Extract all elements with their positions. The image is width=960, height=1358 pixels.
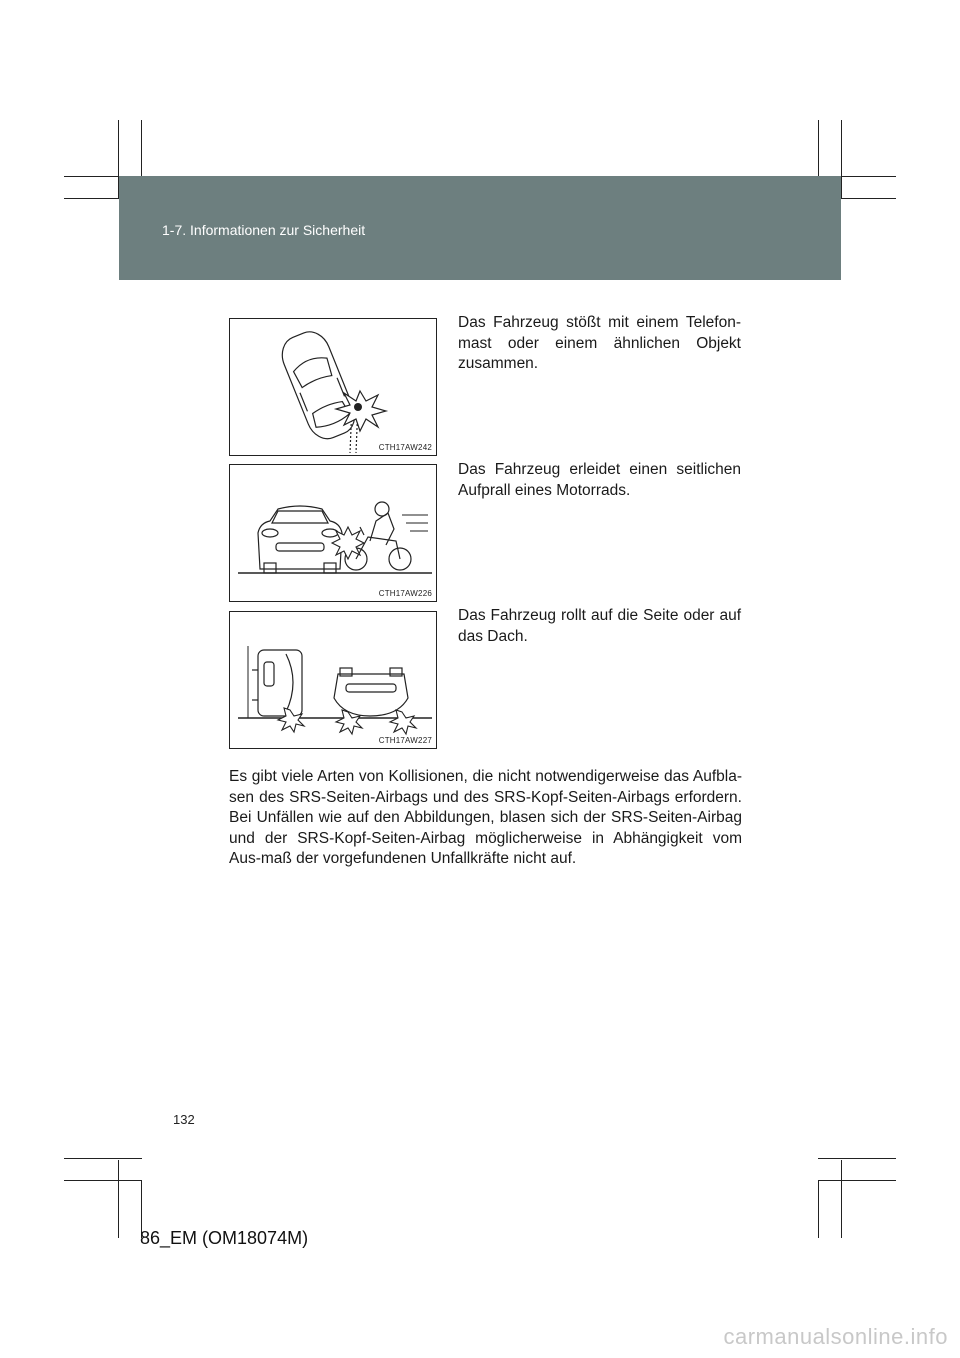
watermark: carmanualsonline.info xyxy=(723,1324,948,1349)
car-windshield xyxy=(292,354,334,389)
impact-burst-icon xyxy=(278,708,416,734)
figure-code: CTH17AW227 xyxy=(378,736,432,745)
motion-lines xyxy=(402,515,428,531)
crop-mark xyxy=(841,120,842,198)
crop-mark xyxy=(64,1158,142,1159)
impact-burst-icon xyxy=(336,391,386,431)
figure-caption: Das Fahrzeug stößt mit einem Telefon-mast oder einem ähnlichen Objekt zusammen. xyxy=(458,314,741,372)
car-on-side xyxy=(252,650,302,716)
pole-icon xyxy=(354,403,362,411)
car-on-roof xyxy=(334,668,408,716)
crop-mark xyxy=(818,1180,819,1238)
motorcycle-impact-illustration xyxy=(230,465,436,601)
figure-code: CTH17AW242 xyxy=(378,443,432,452)
body-paragraph: Es gibt viele Arten von Kollisionen, die nicht notwendigerweise das Aufbla-sen des SRS-Seiten-Airbags und des SRS-Kopf-Seiten-Airbags erfordern. Bei Unfällen wie auf den Abbildungen, blasen sich der SRS-Seiten-Airbag und der SRS-Kopf-Seiten-Airbag möglicherweise in Abhängigkeit vom Aus-maß der vorgefundenen Unfallkräfte nicht auf. xyxy=(229,768,742,867)
figure-caption: Das Fahrzeug erleidet einen seitlichen Aufprall eines Motorrads. xyxy=(458,461,741,499)
section-title: 1-7. Informationen zur Sicherheit xyxy=(162,222,366,238)
crop-mark xyxy=(818,1180,896,1181)
figure-rollover xyxy=(229,611,437,749)
figure-code: CTH17AW226 xyxy=(378,589,432,598)
figure-pole-collision xyxy=(229,318,437,456)
page-number: 132 xyxy=(173,1112,195,1127)
crop-mark xyxy=(841,1160,842,1238)
crop-mark xyxy=(64,1180,142,1181)
crop-mark xyxy=(118,1160,119,1238)
pole-collision-illustration xyxy=(230,319,436,455)
car-front-view xyxy=(258,506,342,573)
figure-caption: Das Fahrzeug rollt auf die Seite oder auf das Dach. xyxy=(458,607,741,645)
impact-burst-icon xyxy=(332,527,364,559)
figure-motorcycle-impact xyxy=(229,464,437,602)
crop-mark xyxy=(818,1158,896,1159)
rollover-illustration xyxy=(230,612,436,748)
document-code: 86_EM (OM18074M) xyxy=(140,1228,309,1248)
